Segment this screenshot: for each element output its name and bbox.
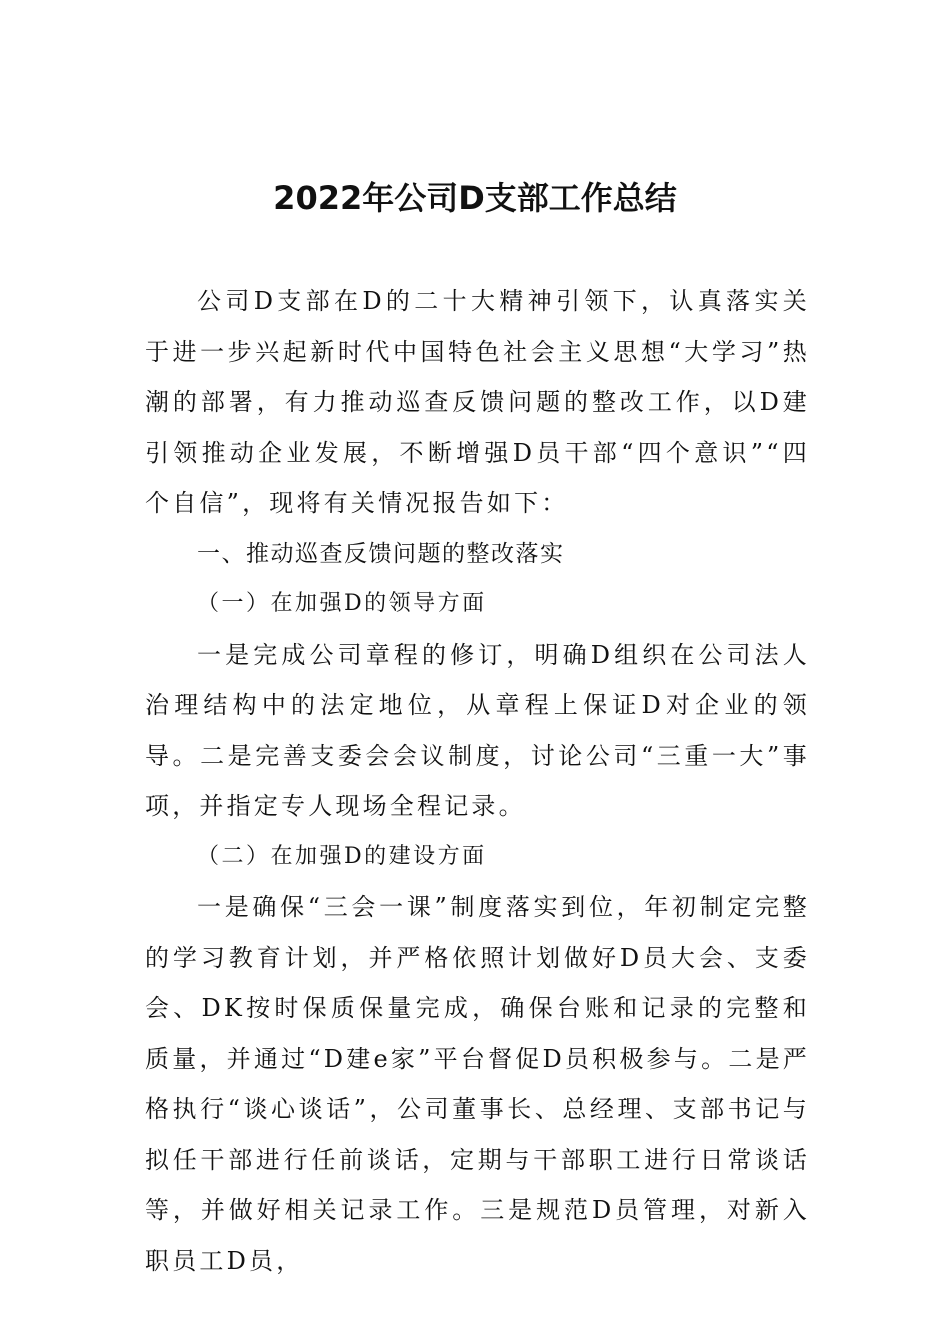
document-body xyxy=(145,276,810,1286)
document-title: 2022年公司D支部工作总结 xyxy=(273,179,677,217)
subsection-heading-2: （二）在加强D的建设方面 xyxy=(197,843,487,869)
subsection-heading-1: （一）在加强D的领导方面 xyxy=(197,591,487,616)
intro-paragraph: 公司D支部在D的二十大精神引领下，认真落实关于进一步兴起新时代中国特色社会主义思想“大学习”热潮的部署，有力推动巡查反馈问题的整改工作，以D建引领推动企业发展，不断增强D员干部“四个意识”“四个自信”，现将有关情况报告如下： xyxy=(145,287,810,517)
subsection-paragraph-2: 一是确保“三会一课”制度落实到位，年初制定完整的学习教育计划，并严格依照计划做好D员大会、支委会、DK按时保质保量完成，确保台账和记录的完整和质量，并通过“D建e家”平台督促D员积极参与。二是严格执行“谈心谈话”，公司董事长、总经理、支部书记与拟任干部进行任前谈话，定期与干部职工进行日常谈话等，并做好相关记录工作。三是规范D员管理，对新入职员工D员， xyxy=(145,893,810,1275)
subsection-paragraph-1: 一是完成公司章程的修订，明确D组织在公司法人治理结构中的法定地位，从章程上保证D对企业的领导。二是完善支委会会议制度，讨论公司“三重一大”事项，并指定专人现场全程记录。 xyxy=(145,640,810,820)
section-heading-1: 一、推动巡查反馈问题的整改落实 xyxy=(197,540,565,567)
